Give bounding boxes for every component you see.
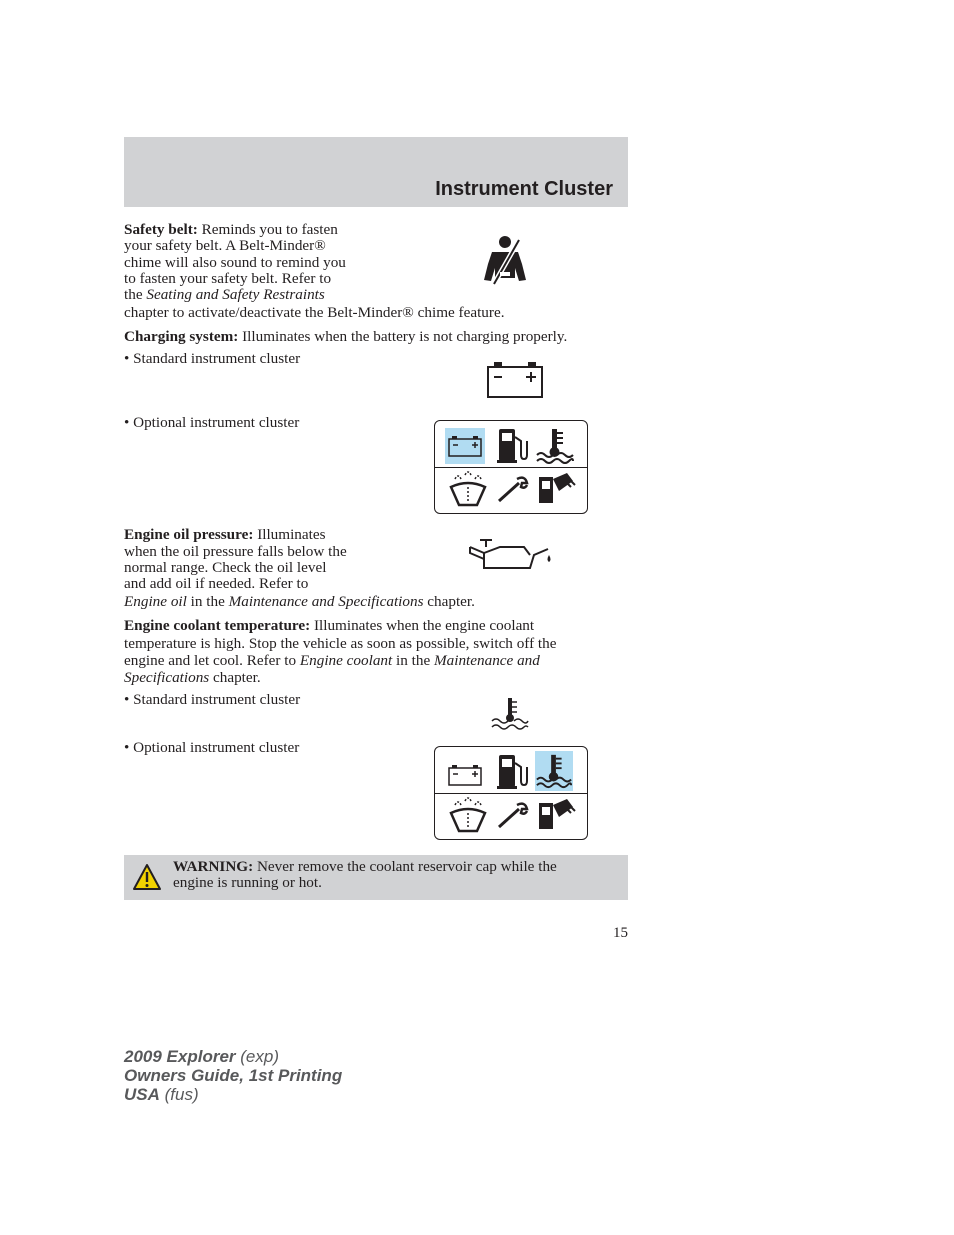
- warning-line2: engine is running or hot.: [173, 874, 322, 891]
- wrench-icon: [495, 475, 529, 505]
- page-title: Instrument Cluster: [435, 178, 613, 200]
- oil-can-icon: [468, 537, 554, 571]
- oil-line4: and add oil if needed. Refer to: [124, 575, 309, 592]
- charging-line: Charging system: Illuminates when the battery is not charging properly.: [124, 328, 568, 345]
- coolant-temp-icon: [535, 751, 573, 791]
- warning-line1: WARNING: Never remove the coolant reservoir cap while the: [173, 858, 557, 875]
- coolant-label: Engine coolant temperature:: [124, 617, 311, 634]
- coolant-cell-highlight: [535, 751, 573, 791]
- header-band: [124, 137, 628, 207]
- safety-belt-line6: chapter to activate/deactivate the Belt-Minder® chime feature.: [124, 304, 505, 321]
- safety-belt-line3: chime will also sound to remind you: [124, 254, 346, 271]
- coolant-optional: • Optional instrument cluster: [124, 739, 300, 756]
- fuel-pump-icon: [495, 753, 529, 791]
- cluster-panel-charging: [434, 420, 588, 514]
- charging-standard: • Standard instrument cluster: [124, 350, 301, 367]
- oil-label: Engine oil pressure:: [124, 526, 254, 543]
- oil-reference: Engine oil in the Maintenance and Specifications chapter.: [124, 593, 475, 610]
- battery-icon: [445, 428, 485, 464]
- battery-icon: [445, 757, 485, 793]
- seatbelt-icon: [482, 234, 532, 290]
- coolant-line2: temperature is high. Stop the vehicle as soon as possible, switch off the: [124, 635, 557, 652]
- charging-optional: • Optional instrument cluster: [124, 414, 300, 431]
- warning-label: WARNING:: [173, 858, 254, 875]
- footer: [124, 1047, 342, 1104]
- footer-line2: Owners Guide, 1st Printing: [124, 1066, 343, 1085]
- coolant-line4: Specifications chapter.: [124, 669, 261, 686]
- safety-belt-line4: to fasten your safety belt. Refer to: [124, 270, 332, 287]
- cluster-panel-coolant: [434, 746, 588, 840]
- panel-divider: [435, 793, 587, 794]
- charging-label: Charging system:: [124, 328, 239, 345]
- footer-line1: 2009 Explorer (exp): [124, 1047, 279, 1066]
- door-ajar-icon: [535, 473, 577, 509]
- wrench-icon: [495, 801, 529, 831]
- battery-cell-highlight: [445, 428, 485, 464]
- coolant-temp-icon: [535, 427, 575, 465]
- oil-line2: when the oil pressure falls below the: [124, 543, 347, 560]
- coolant-line3: engine and let cool. Refer to Engine coolant in the Maintenance and: [124, 652, 540, 669]
- safety-belt-line1: Safety belt: Reminds you to fasten: [124, 221, 338, 238]
- safety-belt-label: Safety belt:: [124, 221, 198, 238]
- washer-fluid-icon: [447, 797, 489, 835]
- page-number: 15: [613, 925, 628, 941]
- fuel-pump-icon: [495, 427, 529, 465]
- coolant-standard: • Standard instrument cluster: [124, 691, 301, 708]
- panel-divider: [435, 467, 587, 468]
- door-ajar-icon: [535, 799, 577, 835]
- oil-line3: normal range. Check the oil level: [124, 559, 327, 576]
- warning-box: [124, 855, 628, 900]
- battery-icon: [486, 361, 544, 399]
- coolant-line1: Engine coolant temperature: Illuminates when the engine coolant: [124, 617, 535, 634]
- safety-belt-line5: the Seating and Safety Restraints: [124, 286, 325, 303]
- washer-fluid-icon: [447, 471, 489, 509]
- safety-belt-line2: your safety belt. A Belt-Minder®: [124, 237, 326, 254]
- oil-line1: Engine oil pressure: Illuminates: [124, 526, 326, 543]
- coolant-temp-icon: [490, 697, 530, 731]
- footer-line3: USA (fus): [124, 1085, 199, 1104]
- warning-triangle-icon: [132, 863, 162, 891]
